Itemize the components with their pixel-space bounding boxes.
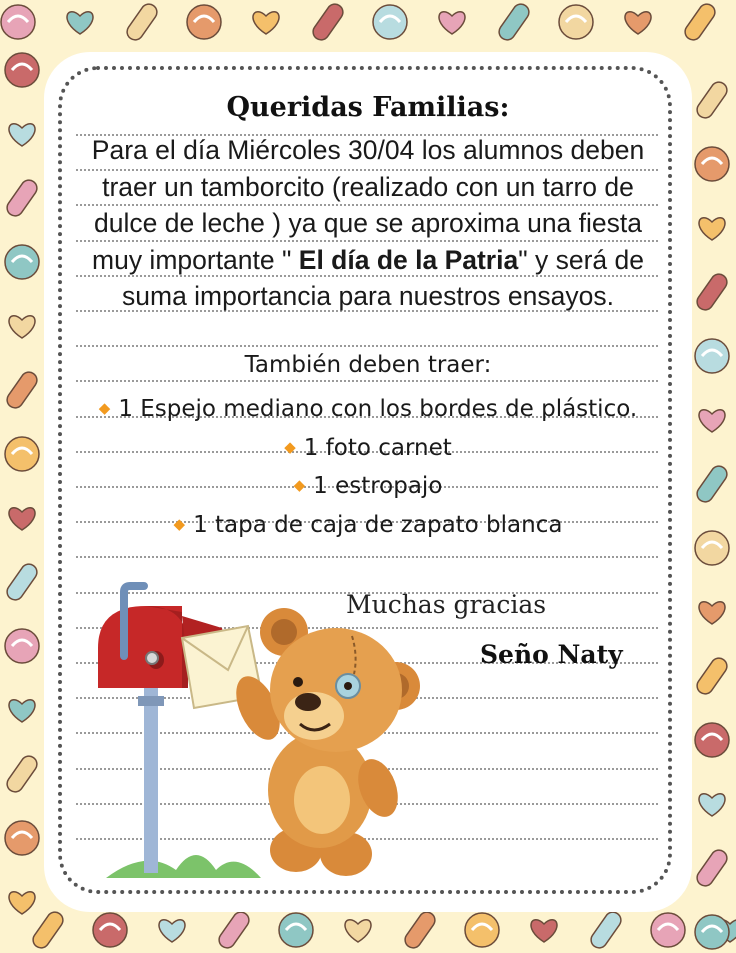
diamond-bullet-icon: ◆ xyxy=(98,399,111,417)
candy-icon xyxy=(5,821,39,855)
candy-icon xyxy=(279,913,313,947)
list-item: ◆ 1 Espejo mediano con los bordes de plástico. xyxy=(98,396,638,422)
ruled-line xyxy=(76,345,658,347)
list-item: ◆ 1 tapa de caja de zapato blanca xyxy=(173,511,563,538)
candy-icon xyxy=(695,531,729,565)
list-item: ◆ 1 estropajo xyxy=(293,473,443,499)
candy-icon xyxy=(651,913,685,947)
diamond-bullet-icon: ◆ xyxy=(284,437,296,456)
paragraph-bold-text: El día de la Patria xyxy=(298,244,519,275)
candy-icon xyxy=(1,5,35,39)
paragraph-text-end: " y será de suma importancia para nuestros ensayos. xyxy=(122,244,644,312)
ruled-line xyxy=(76,556,658,558)
candy-icon xyxy=(695,915,729,949)
mailbox-icon xyxy=(98,586,236,873)
grass-icon xyxy=(106,855,261,878)
signature: Seño Naty xyxy=(480,640,623,669)
candy-icon xyxy=(93,913,127,947)
list-item: ◆ 1 foto carnet xyxy=(284,434,452,461)
candy-icon xyxy=(465,913,499,947)
teddy-bear-icon xyxy=(227,608,420,876)
candy-icon xyxy=(5,245,39,279)
supplies-list xyxy=(80,390,656,544)
thanks-text: Muchas gracias xyxy=(346,590,547,619)
candy-icon xyxy=(5,629,39,663)
candy-icon xyxy=(187,5,221,39)
ruled-line xyxy=(76,380,658,382)
candy-icon xyxy=(695,147,729,181)
candy-icon xyxy=(5,53,39,87)
greeting-title: Queridas Familias: xyxy=(226,92,510,123)
diamond-bullet-icon: ◆ xyxy=(293,476,306,494)
diamond-bullet-icon: ◆ xyxy=(173,514,186,533)
candy-icon xyxy=(5,437,39,471)
supplies-heading: También deben traer: xyxy=(244,352,492,378)
paragraph-text-start: Para el día Miércoles 30/04 los alumnos deben traer un tamborcito (realizado con un tarro de dulce de leche ) ya que se aproxima una fiesta muy importante " xyxy=(91,135,645,275)
candy-icon xyxy=(373,5,407,39)
mailbox-bear-illustration xyxy=(86,578,446,888)
candy-icon xyxy=(695,723,729,757)
candy-icon xyxy=(559,5,593,39)
announcement-paragraph xyxy=(86,132,650,315)
